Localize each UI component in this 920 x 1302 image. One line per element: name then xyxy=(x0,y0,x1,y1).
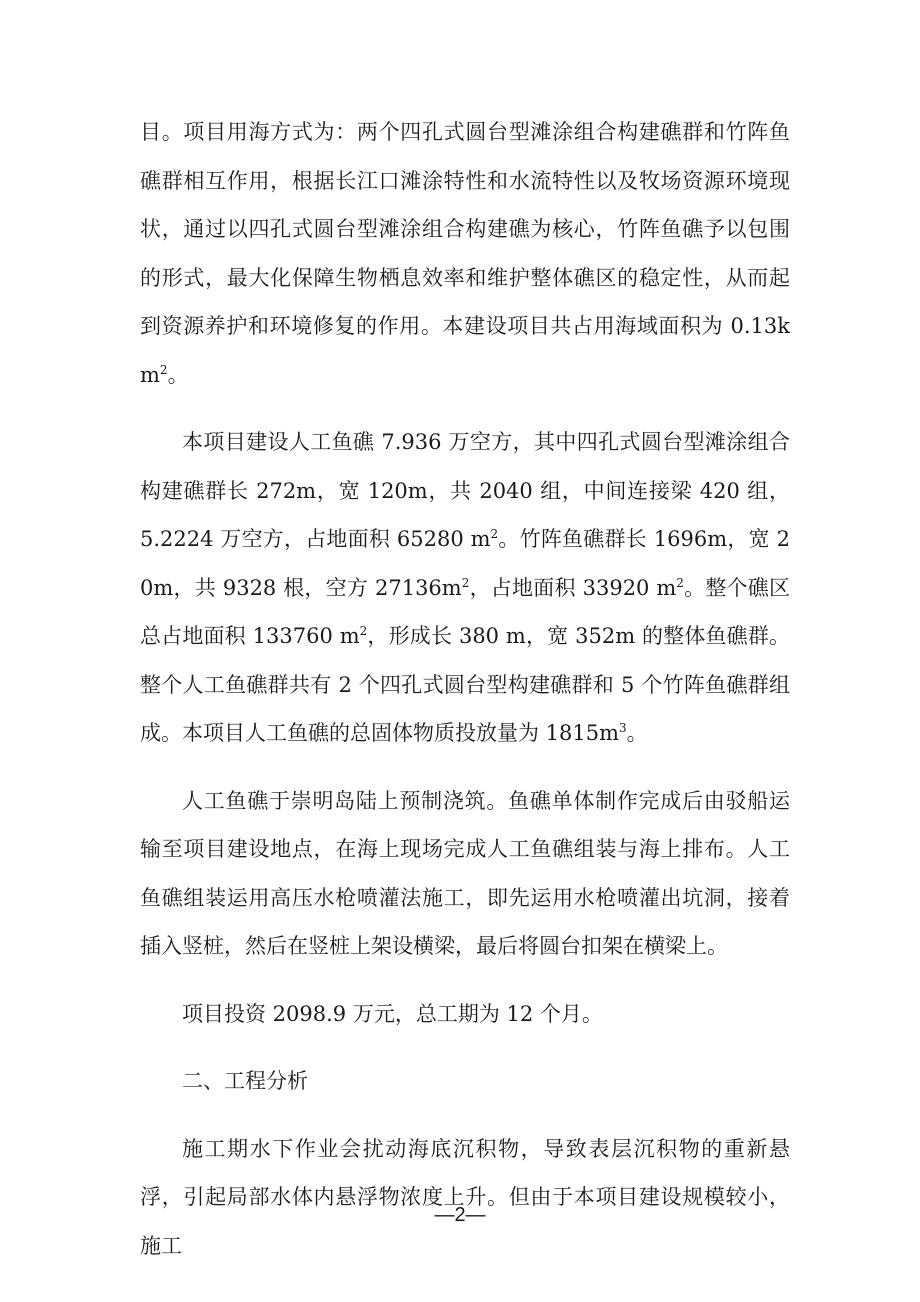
paragraph-construction: 人工鱼礁于崇明岛陆上预制浇筑。鱼礁单体制作完成后由驳船运输至项目建设地点，在海上现场完成人工鱼礁组装与海上排布。人工鱼礁组装运用高压水枪喷灌法施工，即先运用水枪喷灌出坑洞，接着插入竖桩，然后在竖桩上架设横梁，最后将圆台扣架在横梁上。 xyxy=(140,788,790,958)
paragraph-text: 目。项目用海方式为：两个四孔式圆台型滩涂组合构建礁群和竹阵鱼礁群相互作用，根据长江口滩涂特性和水流特性以及牧场资源环境现状，通过以四孔式圆台型滩涂组合构建礁为核心，竹阵鱼礁予以包围的形式，最大化保障生物栖息效率和维护整体礁区的稳定性，从而起到资源养护和环境修复的作用。本建设项目共占用海域面积为 0.13km xyxy=(140,120,790,387)
superscript: 3 xyxy=(619,721,627,735)
paragraph-reef-scale xyxy=(140,418,790,758)
paragraph-text: 。竹阵鱼礁群长 1696m，宽 20m，共 9328 根，空方 27136m xyxy=(140,527,790,600)
paragraph-text: ，形成长 380 m，宽 352m 的整体鱼礁群。整个人工鱼礁群共有 2 个四孔式圆台型构建礁群和 5 个竹阵鱼礁群组成。本项目人工鱼礁的总固体物质投放量为 1815m xyxy=(140,624,790,745)
paragraph-text: 。整个礁区总占地面积 133760 m xyxy=(140,575,790,648)
paragraph-text: 。 xyxy=(167,362,189,387)
page-number: —2— xyxy=(434,1204,486,1226)
superscript: 2 xyxy=(676,575,684,590)
superscript: 2 xyxy=(159,362,168,377)
paragraph-analysis: 施工期水下作业会扰动海底沉积物，导致表层沉积物的重新悬浮，引起局部水体内悬浮物浓度上升。但由于本项目建设规模较小，施工 xyxy=(140,1136,790,1258)
paragraph-text: ，占地面积 33920 m xyxy=(469,575,677,600)
document-body xyxy=(140,108,790,1289)
superscript: 2 xyxy=(359,624,368,638)
superscript: 2 xyxy=(490,527,499,541)
paragraph-text: 。 xyxy=(626,721,648,745)
superscript: 2 xyxy=(461,575,470,590)
paragraph-investment: 项目投资 2098.9 万元，总工期为 12 个月。 xyxy=(182,1001,603,1026)
section-heading: 二、工程分析 xyxy=(182,1069,308,1093)
paragraph-text: 本项目建设人工鱼礁 7.936 万空方，其中四孔式圆台型滩涂组合构建礁群长 272m，宽 120m，共 2040 组，中间连接梁 420 组，5.2224 万空方，占地面积 65280 m xyxy=(140,430,790,551)
paragraph-sea-use xyxy=(140,108,790,399)
